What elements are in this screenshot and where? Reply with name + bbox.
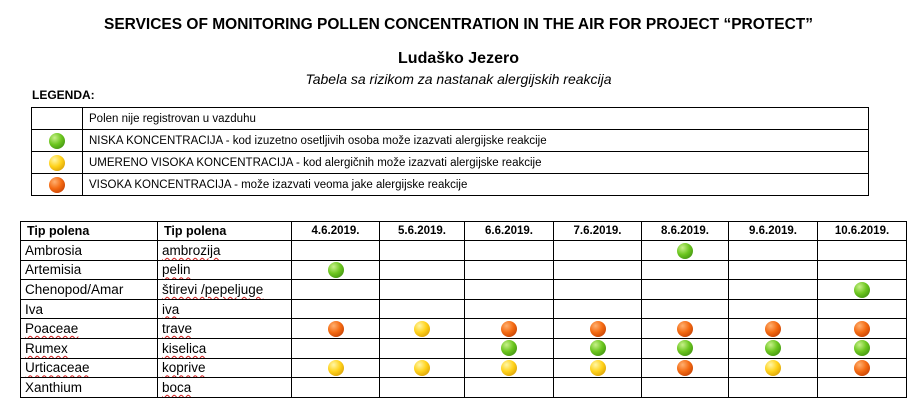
table-row (21, 338, 907, 358)
concentration-cell (818, 260, 907, 280)
table-row (21, 319, 907, 339)
page-title: SERVICES OF MONITORING POLLEN CONCENTRATION IN THE AIR FOR PROJECT “PROTECT” (103, 16, 814, 33)
table-row (21, 378, 907, 398)
concentration-cell (465, 260, 554, 280)
local-name-cell (158, 241, 292, 261)
concentration-cell (729, 378, 818, 398)
green-concentration-dot-icon (677, 243, 693, 259)
yellow-concentration-dot-icon (414, 360, 430, 376)
latin-name: Ambrosia (25, 242, 83, 258)
table-row (21, 299, 907, 319)
legend-indicator-cell (32, 152, 83, 174)
legend-text: UMERENO VISOKA KONCENTRACIJA - kod alergičnih može izazvati alergijske reakcije (83, 152, 869, 174)
legend-table (31, 107, 869, 196)
latin-name: Urticaceae (25, 360, 90, 376)
concentration-cell (554, 241, 642, 261)
local-name: koprive (162, 360, 206, 376)
concentration-cell (292, 299, 380, 319)
local-name-cell (158, 378, 292, 398)
concentration-cell (554, 280, 642, 300)
concentration-cell (554, 260, 642, 280)
concentration-cell (642, 280, 729, 300)
legend-indicator-cell (32, 130, 83, 152)
latin-name-cell (21, 260, 158, 280)
local-name-cell (158, 338, 292, 358)
pollen-table (20, 221, 907, 398)
latin-name: Xanthium (25, 379, 83, 395)
concentration-cell (380, 299, 465, 319)
latin-name: Chenopod/Amar (25, 281, 124, 297)
page-subtitle: Tabela sa rizikom za nastanak alergijskih reakcija (305, 71, 612, 87)
concentration-cell (465, 241, 554, 261)
legend-text: VISOKA KONCENTRACIJA - može izazvati veoma jake alergijske reakcije (83, 174, 869, 196)
green-concentration-dot-icon (590, 340, 606, 356)
latin-name-cell (21, 241, 158, 261)
local-name: štirevi /pepeljuge (162, 281, 264, 297)
green-concentration-dot-icon (854, 340, 870, 356)
concentration-cell (642, 338, 729, 358)
local-name-cell (158, 319, 292, 339)
concentration-cell (465, 299, 554, 319)
concentration-cell (818, 378, 907, 398)
local-name: trave (162, 321, 193, 337)
local-name-cell (158, 358, 292, 378)
concentration-cell (818, 338, 907, 358)
green-concentration-dot-icon (328, 262, 344, 278)
concentration-cell (554, 299, 642, 319)
latin-name: Rumex (25, 340, 68, 356)
column-header-date: 4.6.2019. (292, 222, 380, 241)
table-row (21, 260, 907, 280)
concentration-cell (642, 378, 729, 398)
legend-indicator-cell (32, 174, 83, 196)
concentration-cell (380, 319, 465, 339)
concentration-cell (292, 319, 380, 339)
orange-concentration-dot-icon (854, 360, 870, 376)
legend-row (32, 108, 869, 130)
table-row (21, 241, 907, 261)
latin-name-cell (21, 338, 158, 358)
concentration-cell (465, 378, 554, 398)
column-header-date: 5.6.2019. (380, 222, 465, 241)
latin-name: Poaceae (25, 321, 79, 337)
green-concentration-dot-icon (49, 133, 65, 149)
orange-concentration-dot-icon (854, 321, 870, 337)
table-row (21, 358, 907, 378)
local-name: pelin (162, 262, 191, 278)
concentration-cell (642, 299, 729, 319)
legend-label: LEGENDA: (32, 88, 95, 102)
concentration-cell (465, 280, 554, 300)
yellow-concentration-dot-icon (49, 155, 65, 171)
concentration-cell (729, 241, 818, 261)
concentration-cell (380, 260, 465, 280)
concentration-cell (642, 319, 729, 339)
concentration-cell (729, 280, 818, 300)
latin-name-cell (21, 358, 158, 378)
concentration-cell (292, 241, 380, 261)
local-name-cell (158, 260, 292, 280)
concentration-cell (292, 280, 380, 300)
green-concentration-dot-icon (765, 340, 781, 356)
green-concentration-dot-icon (677, 340, 693, 356)
concentration-cell (729, 358, 818, 378)
concentration-cell (642, 260, 729, 280)
concentration-cell (729, 299, 818, 319)
legend-indicator-cell (32, 108, 83, 130)
yellow-concentration-dot-icon (501, 360, 517, 376)
concentration-cell (292, 338, 380, 358)
green-concentration-dot-icon (501, 340, 517, 356)
location-title: Ludaško Jezero (398, 50, 519, 67)
concentration-cell (292, 378, 380, 398)
yellow-concentration-dot-icon (414, 321, 430, 337)
concentration-cell (292, 260, 380, 280)
latin-name: Artemisia (25, 262, 82, 278)
local-name: kiselica (162, 340, 207, 356)
concentration-cell (380, 280, 465, 300)
yellow-concentration-dot-icon (765, 360, 781, 376)
yellow-concentration-dot-icon (590, 360, 606, 376)
concentration-cell (642, 358, 729, 378)
table-header-row (21, 222, 907, 241)
concentration-cell (380, 358, 465, 378)
column-header-date: 7.6.2019. (554, 222, 642, 241)
legend-row (32, 152, 869, 174)
table-row (21, 280, 907, 300)
column-header-date: 10.6.2019. (818, 222, 907, 241)
concentration-cell (818, 241, 907, 261)
concentration-cell (292, 358, 380, 378)
concentration-cell (380, 378, 465, 398)
concentration-cell (554, 378, 642, 398)
legend-row (32, 130, 869, 152)
orange-concentration-dot-icon (328, 321, 344, 337)
green-concentration-dot-icon (854, 282, 870, 298)
latin-name-cell (21, 280, 158, 300)
latin-name: Iva (25, 301, 44, 317)
orange-concentration-dot-icon (677, 360, 693, 376)
legend-text: NISKA KONCENTRACIJA - kod izuzetno osetljivih osoba može izazvati alergijske reakcije (83, 130, 869, 152)
concentration-cell (729, 260, 818, 280)
concentration-cell (554, 319, 642, 339)
latin-name-cell (21, 378, 158, 398)
orange-concentration-dot-icon (49, 177, 65, 193)
concentration-cell (554, 338, 642, 358)
concentration-cell (642, 241, 729, 261)
yellow-concentration-dot-icon (328, 360, 344, 376)
column-header-date: 6.6.2019. (465, 222, 554, 241)
concentration-cell (380, 241, 465, 261)
column-header-pollen-type: Tip polena (158, 222, 292, 241)
local-name-cell (158, 299, 292, 319)
local-name: iva (162, 301, 180, 317)
legend-row (32, 174, 869, 196)
concentration-cell (818, 319, 907, 339)
concentration-cell (729, 319, 818, 339)
latin-name-cell (21, 299, 158, 319)
orange-concentration-dot-icon (501, 321, 517, 337)
concentration-cell (818, 299, 907, 319)
orange-concentration-dot-icon (765, 321, 781, 337)
local-name-cell (158, 280, 292, 300)
concentration-cell (465, 358, 554, 378)
concentration-cell (465, 338, 554, 358)
concentration-cell (818, 280, 907, 300)
local-name: boca (162, 379, 192, 395)
latin-name-cell (21, 319, 158, 339)
orange-concentration-dot-icon (590, 321, 606, 337)
concentration-cell (465, 319, 554, 339)
concentration-cell (380, 338, 465, 358)
local-name: ambrozija (162, 242, 221, 258)
orange-concentration-dot-icon (677, 321, 693, 337)
concentration-cell (729, 338, 818, 358)
column-header-date: 9.6.2019. (729, 222, 818, 241)
legend-text: Polen nije registrovan u vazduhu (83, 108, 869, 130)
concentration-cell (818, 358, 907, 378)
column-header-date: 8.6.2019. (642, 222, 729, 241)
concentration-cell (554, 358, 642, 378)
column-header-pollen-type: Tip polena (21, 222, 158, 241)
